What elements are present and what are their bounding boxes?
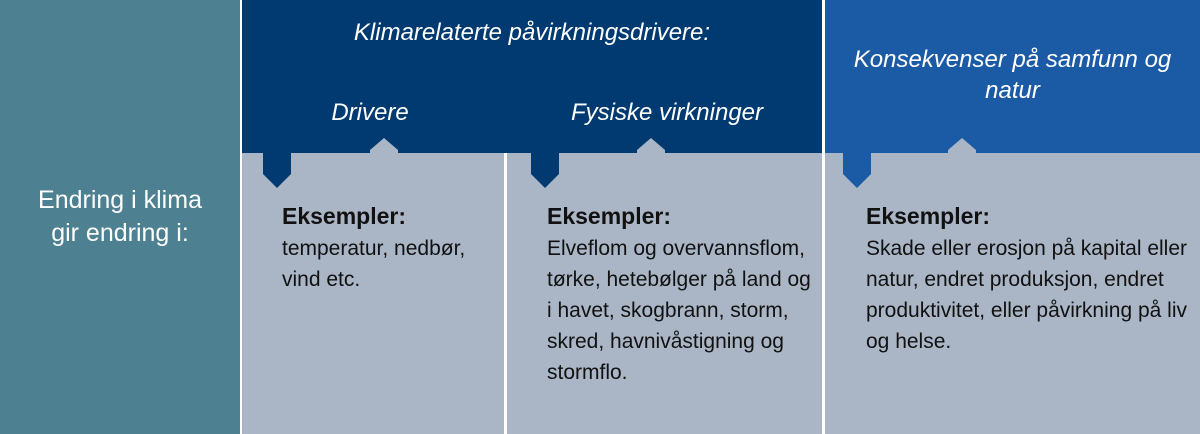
header-consequences: [825, 0, 1200, 153]
panel-drivers: [242, 153, 504, 434]
examples-text: Elveflom og overvannsflom, tørke, hetebølger på land og i havet, skogbrann, storm, skred, havnivåstigning og stormflo.: [547, 237, 811, 384]
examples-text: temperatur, nedbør, vind etc.: [282, 237, 466, 291]
left-label: Endring i klima gir endring i:: [38, 186, 202, 247]
up-pointer-icon: [370, 138, 398, 154]
column-heading-drivere: Drivere: [331, 99, 409, 126]
panel-physical: [507, 153, 822, 434]
examples-title: Eksempler:: [547, 203, 672, 229]
down-pointer-icon: [263, 152, 291, 190]
left-label-box: [0, 0, 240, 434]
column-heading-konsekvenser: Konsekvenser på samfunn og natur: [853, 46, 1172, 104]
up-pointer-icon: [948, 138, 976, 154]
examples-title: Eksempler:: [866, 203, 991, 229]
examples-text: Skade eller erosjon på kapital eller natur, endret produksjon, endret produktivitet, eller påvirkning på liv og helse.: [866, 237, 1188, 353]
column-heading-fysiske: Fysiske virkninger: [570, 99, 764, 126]
header-drivers: [242, 0, 822, 153]
up-pointer-icon: [637, 138, 665, 154]
down-pointer-icon: [843, 152, 871, 190]
header-main-title: Klimarelaterte påvirkningsdrivere:: [353, 19, 711, 46]
panel-consequences: [825, 153, 1200, 434]
down-pointer-icon: [531, 152, 559, 190]
examples-title: Eksempler:: [282, 203, 407, 229]
